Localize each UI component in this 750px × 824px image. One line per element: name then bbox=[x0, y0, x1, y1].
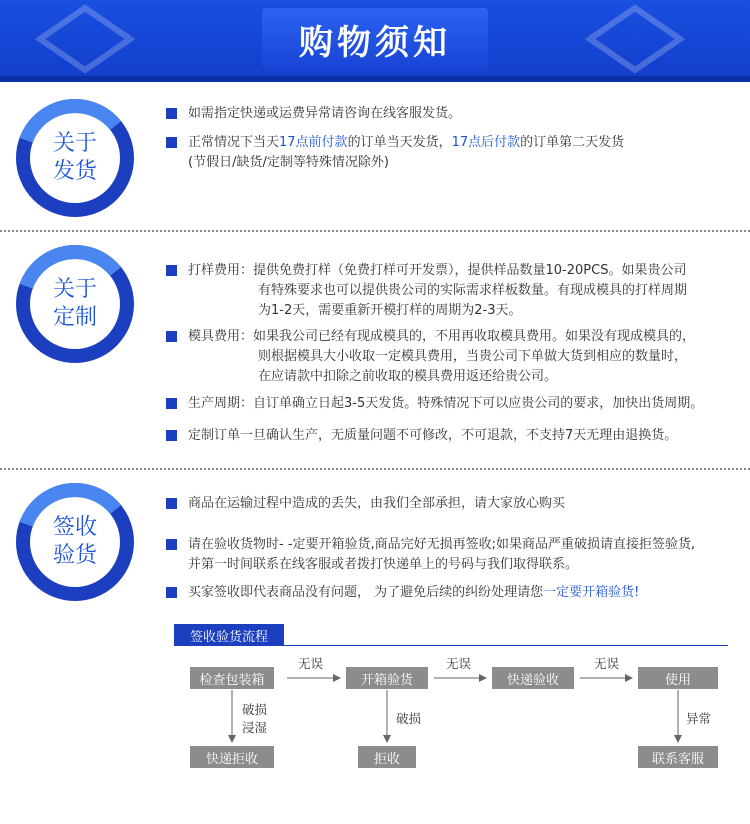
ring-text-line2: 发货 bbox=[52, 159, 97, 184]
flow-end-reject: 拒收 bbox=[358, 746, 416, 768]
flow-step-courier-check: 快递验收 bbox=[492, 667, 574, 689]
ring-text-line1: 关于 bbox=[52, 131, 97, 156]
flow-label-damage-wet: 破损 浸湿 bbox=[242, 702, 268, 735]
ring-text-line2: 验货 bbox=[52, 543, 97, 568]
flow-step-use: 使用 bbox=[638, 667, 718, 689]
flow-step-open-box: 开箱验货 bbox=[346, 667, 428, 689]
flow-end-courier-reject: 快递拒收 bbox=[190, 746, 274, 768]
flow-label-ok: 无误 bbox=[298, 656, 324, 671]
shipping-note: (节假日/缺货/定制等特殊情况除外) bbox=[188, 155, 389, 170]
flow-label-damage: 破损 bbox=[396, 711, 422, 726]
ring-text-line1: 关于 bbox=[52, 277, 97, 302]
page-title: 购物须知 bbox=[299, 22, 451, 63]
ring-text-line2: 定制 bbox=[52, 305, 97, 330]
flow-label-abnormal: 异常 bbox=[686, 711, 712, 726]
flow-label-ok: 无误 bbox=[446, 656, 472, 671]
flow-title: 签收验货流程 bbox=[174, 624, 284, 646]
flow-end-contact-service: 联系客服 bbox=[638, 746, 718, 768]
ring-text-line1: 签收 bbox=[52, 515, 97, 540]
flow-step-check-box: 检查包装箱 bbox=[190, 667, 274, 689]
flow-label-ok: 无误 bbox=[594, 656, 620, 671]
